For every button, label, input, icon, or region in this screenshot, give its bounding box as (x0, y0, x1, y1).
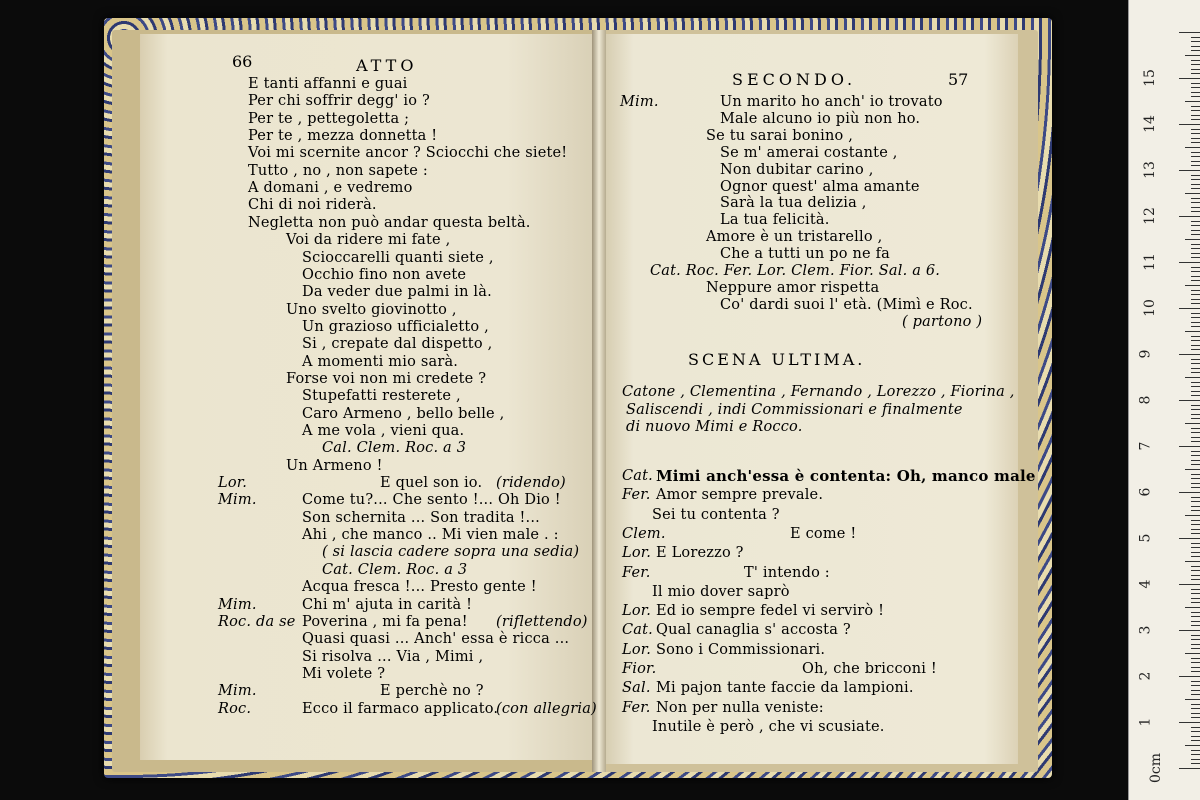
ruler-tick (1191, 575, 1200, 576)
ruler-tick (1191, 418, 1200, 419)
ruler-tick (1179, 216, 1200, 217)
verse-line: Uno svelto giovinotto , (286, 301, 457, 318)
ruler-tick (1179, 768, 1200, 769)
verse-line: Scioccarelli quanti siete , (302, 249, 494, 266)
stage-direction: (con allegria) (496, 700, 597, 717)
ruler-tick (1191, 556, 1200, 557)
speaker-label: Cat. (622, 468, 653, 484)
ruler-tick (1191, 179, 1200, 180)
ruler-tick (1191, 317, 1200, 318)
ruler-tick (1191, 83, 1200, 84)
ruler-tick (1191, 464, 1200, 465)
ruler-tick (1191, 731, 1200, 732)
dialogue-line: Amor sempre prevale. (656, 487, 824, 504)
ruler-tick (1191, 322, 1200, 323)
ruler-tick (1191, 708, 1200, 709)
verse-line: Tutto , no , non sapete : (248, 162, 428, 179)
verse-line: Male alcuno io più non ho. (720, 110, 921, 127)
verse-line: Co' dardi suoi l' età. (Mimì e Roc. (720, 296, 973, 313)
ruler-tick (1185, 239, 1200, 240)
ruler-tick (1191, 69, 1200, 70)
verse-line: Sarà la tua delizia , (720, 195, 867, 212)
ruler-tick (1179, 32, 1200, 33)
verse-line: Chi m' ajuta in carità ! (302, 596, 473, 613)
speaker-label: Lor. (622, 603, 652, 620)
ruler-number: 3 (1137, 625, 1154, 635)
ruler-tick (1191, 165, 1200, 166)
ruler-tick (1191, 41, 1200, 42)
ruler-tick (1191, 115, 1200, 116)
ruler-tick (1191, 625, 1200, 626)
ruler-tick (1191, 290, 1200, 291)
ruler-tick (1191, 593, 1200, 594)
ruler-tick (1191, 694, 1200, 695)
ruler-tick (1185, 469, 1200, 470)
ruler-tick (1191, 188, 1200, 189)
ruler-tick (1191, 460, 1200, 461)
verse-line: Cal. Clem. Roc. a 3 (322, 440, 467, 457)
speaker-label: Lor. (622, 641, 652, 658)
ruler-number: 13 (1141, 161, 1158, 179)
scene-cast-line: di nuovo Mimi e Rocco. (626, 419, 803, 435)
ruler-tick (1191, 662, 1200, 663)
ruler-tick (1191, 73, 1200, 74)
ruler-tick (1191, 759, 1200, 760)
ruler-number: 14 (1141, 115, 1158, 133)
dialogue-line: Il mio dover saprò (652, 583, 790, 600)
ruler-tick (1191, 106, 1200, 107)
ruler-tick (1191, 483, 1200, 484)
dialogue-line: T' intendo : (744, 564, 830, 581)
verse-line: Per chi soffrir degg' io ? (248, 93, 430, 110)
verse-line: Voi mi scernite ancor ? Sciocchi che siete! (248, 145, 568, 162)
verse-line: Cat. Clem. Roc. a 3 (322, 561, 468, 578)
ruler-tick (1191, 294, 1200, 295)
verse-line: Per te , mezza donnetta ! (248, 128, 438, 145)
ruler-tick (1191, 202, 1200, 203)
ruler-tick (1191, 280, 1200, 281)
ruler-tick (1191, 612, 1200, 613)
speaker-label: Mim. (218, 683, 257, 700)
ruler-tick (1191, 658, 1200, 659)
dialogue-line: Qual canaglia s' accosta ? (656, 622, 851, 639)
verse-line: Acqua fresca !... Presto gente ! (302, 579, 537, 596)
ruler-tick (1191, 395, 1200, 396)
speaker-label: Cat. Roc. Fer. Lor. Clem. Fior. Sal. a 6. (650, 263, 941, 279)
ruler-tick (1191, 621, 1200, 622)
verse-line: La tua felicità. (720, 212, 830, 229)
ruler-tick (1191, 267, 1200, 268)
verse-line: Stupefatti resterete , (302, 388, 461, 405)
ruler-tick (1191, 363, 1200, 364)
ruler-tick (1191, 359, 1200, 360)
ruler-tick (1191, 234, 1200, 235)
ruler-tick (1185, 515, 1200, 516)
ruler-tick (1191, 409, 1200, 410)
ruler-tick (1191, 211, 1200, 212)
ruler-tick (1191, 497, 1200, 498)
ruler-tick (1191, 184, 1200, 185)
ruler-number: 8 (1137, 395, 1154, 405)
ruler-tick (1191, 92, 1200, 93)
ruler-number: 4 (1137, 579, 1154, 589)
running-head: ATTO (356, 56, 418, 75)
ruler-tick (1191, 547, 1200, 548)
speaker-label: Mim. (218, 492, 257, 509)
ruler-number: 6 (1137, 487, 1154, 497)
ruler-number: 2 (1137, 671, 1154, 681)
verse-line: Occhio fino non avete (302, 266, 467, 283)
ruler-tick (1191, 671, 1200, 672)
verse-line: A domani , e vedremo (248, 180, 413, 197)
dialogue-line: E come ! (790, 525, 857, 542)
speaker-label: Lor. (218, 475, 248, 492)
ruler-tick (1191, 432, 1200, 433)
ruler-tick (1191, 50, 1200, 51)
verse-line: A me vola , vieni qua. (302, 423, 465, 439)
verse-line: Ahi , che manco .. Mi vien male . : (302, 527, 559, 544)
ruler-tick (1191, 129, 1200, 130)
ruler-tick (1191, 487, 1200, 488)
ruler-tick (1191, 313, 1200, 314)
ruler-tick (1191, 368, 1200, 369)
speaker-label: Fer. (622, 699, 651, 716)
ruler-tick (1191, 520, 1200, 521)
scene-cast-line: Catone , Clementina , Fernando , Lorezzo , Fiorina , (622, 384, 1015, 400)
dialogue-line: Ed io sempre fedel vi servirò ! (656, 603, 885, 620)
speaker-label: Roc. (218, 700, 252, 717)
ruler-tick (1191, 543, 1200, 544)
ruler-tick (1185, 377, 1200, 378)
verse-line: Un marito ho anch' io trovato (720, 94, 943, 110)
dialogue-line: E Lorezzo ? (656, 545, 744, 562)
scene-cast-line: Saliscendi , indi Commissionari e finalmente (626, 401, 963, 418)
verse-line: E quel son io. (380, 475, 483, 492)
ruler-tick (1191, 87, 1200, 88)
ruler-tick (1191, 552, 1200, 553)
ruler-tick (1179, 722, 1200, 723)
dialogue-line: Oh, che bricconi ! (802, 661, 937, 677)
ruler-tick (1191, 161, 1200, 162)
ruler-tick (1179, 538, 1200, 539)
ruler-tick (1191, 382, 1200, 383)
verse-line: Amore è un tristarello , (706, 229, 883, 246)
ruler-tick (1191, 110, 1200, 111)
ruler-tick (1191, 175, 1200, 176)
ruler-tick (1185, 193, 1200, 194)
ruler-tick (1191, 566, 1200, 567)
ruler-tick (1191, 142, 1200, 143)
verse-line: ( si lascia cadere sopra una sedia) (322, 544, 580, 561)
ruler-tick (1191, 451, 1200, 452)
ruler-tick (1191, 763, 1200, 764)
ruler-tick (1191, 336, 1200, 337)
ruler-tick (1179, 400, 1200, 401)
ruler-tick (1191, 441, 1200, 442)
ruler-tick (1191, 133, 1200, 134)
verse-line: Un grazioso ufficialetto , (302, 318, 489, 335)
ruler-tick (1191, 372, 1200, 373)
ruler-tick (1185, 699, 1200, 700)
ruler-tick (1191, 96, 1200, 97)
ruler-tick (1191, 152, 1200, 153)
verse-line: Se tu sarai bonino , (706, 127, 854, 144)
ruler-tick (1191, 414, 1200, 415)
ruler-tick (1179, 630, 1200, 631)
ruler-tick (1191, 248, 1200, 249)
verse-line: Poverina , mi fa pena! (302, 613, 468, 630)
ruler-tick (1191, 244, 1200, 245)
speaker-label: Mim. (620, 94, 659, 110)
speaker-label: Cat. (622, 622, 653, 639)
ruler-tick (1191, 579, 1200, 580)
ruler-tick (1191, 340, 1200, 341)
ruler-tick (1191, 230, 1200, 231)
measurement-ruler (1128, 0, 1200, 800)
ruler-number: 12 (1141, 207, 1158, 225)
ruler-tick (1191, 635, 1200, 636)
verse-line: Se m' amerai costante , (720, 144, 898, 161)
ruler-tick (1179, 354, 1200, 355)
ruler-tick (1191, 437, 1200, 438)
ruler-tick (1179, 308, 1200, 309)
verse-line: Che a tutti un po ne fa (720, 246, 890, 263)
ruler-tick (1191, 598, 1200, 599)
ruler-tick (1191, 207, 1200, 208)
ruler-tick (1185, 607, 1200, 608)
ruler-tick (1191, 303, 1200, 304)
ruler-tick (1185, 101, 1200, 102)
speaker-label: Fior. (622, 661, 657, 677)
ruler-tick (1191, 506, 1200, 507)
ruler-tick (1191, 648, 1200, 649)
ruler-number: 11 (1141, 253, 1158, 271)
speaker-label: Mim. (218, 596, 257, 613)
ruler-tick (1191, 750, 1200, 751)
verse-line: ( partono ) (902, 313, 983, 330)
verse-line: Si risolva ... Via , Mimi , (302, 648, 484, 665)
ruler-tick (1191, 271, 1200, 272)
ruler-number: 15 (1141, 69, 1158, 87)
ruler-tick (1191, 685, 1200, 686)
ruler-tick (1191, 349, 1200, 350)
ruler-tick (1191, 37, 1200, 38)
ruler-tick (1191, 326, 1200, 327)
ruler-number: 7 (1137, 441, 1154, 451)
ruler-tick (1185, 55, 1200, 56)
ruler-tick (1191, 740, 1200, 741)
scene-title: SCENA ULTIMA. (688, 350, 866, 369)
ruler-tick (1191, 616, 1200, 617)
speaker-label: Sal. (622, 680, 651, 697)
ruler-tick (1191, 156, 1200, 157)
ruler-tick (1191, 736, 1200, 737)
verse-line: Negletta non può andar questa beltà. (248, 214, 531, 231)
verse-line: Ognor quest' alma amante (720, 178, 920, 195)
verse-line: Non dubitar carino , (720, 161, 874, 178)
ruler-tick (1179, 170, 1200, 171)
dialogue-line: Mimi anch'essa è contenta: Oh, manco male (656, 467, 1036, 485)
ruler-unit-label: 0cm (1148, 752, 1165, 784)
ruler-tick (1191, 713, 1200, 714)
dialogue-line: Inutile è però , che vi scusiate. (652, 718, 885, 735)
ruler-tick (1185, 745, 1200, 746)
verse-line: Forse voi non mi credete ? (286, 370, 487, 387)
page-number: 57 (948, 70, 969, 89)
page-number: 66 (232, 52, 253, 71)
running-head: SECONDO. (732, 70, 857, 89)
ruler-tick (1185, 561, 1200, 562)
ruler-tick (1191, 276, 1200, 277)
ruler-tick (1191, 257, 1200, 258)
ruler-tick (1191, 474, 1200, 475)
ruler-tick (1191, 524, 1200, 525)
ruler-tick (1185, 285, 1200, 286)
ruler-tick (1191, 754, 1200, 755)
ruler-tick (1179, 78, 1200, 79)
ruler-tick (1191, 299, 1200, 300)
verse-line: Un Armeno ! (286, 457, 383, 474)
ruler-tick (1191, 138, 1200, 139)
ruler-tick (1191, 345, 1200, 346)
ruler-tick (1191, 690, 1200, 691)
ruler-tick (1185, 653, 1200, 654)
verse-line: Voi da ridere mi fate , (286, 232, 451, 249)
dialogue-line: Sono i Commissionari. (656, 641, 826, 658)
book-gutter (592, 30, 606, 772)
dialogue-line: Mi pajon tante faccie da lampioni. (656, 680, 914, 697)
dialogue-line: Sei tu contenta ? (652, 506, 780, 523)
ruler-tick (1179, 492, 1200, 493)
ruler-tick (1179, 676, 1200, 677)
dialogue-line: Non per nulla veniste: (656, 699, 824, 716)
stage-direction: (ridendo) (496, 475, 566, 492)
ruler-tick (1179, 124, 1200, 125)
ruler-number: 9 (1137, 349, 1154, 359)
ruler-tick (1191, 501, 1200, 502)
ruler-tick (1191, 391, 1200, 392)
verse-line: E tanti affanni e guai (248, 76, 408, 92)
ruler-tick (1191, 405, 1200, 406)
speaker-label: Clem. (622, 525, 666, 542)
ruler-tick (1179, 446, 1200, 447)
ruler-tick (1191, 455, 1200, 456)
verse-line: Ecco il farmaco applicato. (302, 700, 499, 717)
ruler-tick (1191, 253, 1200, 254)
verse-line: Si , crepate dal dispetto , (302, 336, 493, 353)
verse-line: Quasi quasi ... Anch' essa è ricca ... (302, 631, 570, 648)
verse-line: A momenti mio sarà. (302, 353, 459, 370)
ruler-tick (1185, 423, 1200, 424)
verse-line: Son schernita ... Son tradita !... (302, 509, 540, 526)
speaker-label: Fer. (622, 487, 651, 504)
ruler-tick (1191, 198, 1200, 199)
ruler-tick (1191, 717, 1200, 718)
ruler-tick (1191, 704, 1200, 705)
ruler-tick (1191, 221, 1200, 222)
ruler-tick (1191, 60, 1200, 61)
ruler-number: 10 (1141, 299, 1158, 317)
ruler-tick (1191, 644, 1200, 645)
stage-direction: (riflettendo) (496, 613, 588, 630)
ruler-tick (1191, 639, 1200, 640)
ruler-tick (1191, 529, 1200, 530)
ruler-tick (1191, 478, 1200, 479)
verse-line: Da veder due palmi in là. (302, 284, 492, 301)
ruler-tick (1191, 727, 1200, 728)
ruler-tick (1191, 225, 1200, 226)
ruler-tick (1191, 602, 1200, 603)
ruler-tick (1191, 570, 1200, 571)
verse-line: Chi di noi riderà. (248, 197, 377, 214)
ruler-tick (1191, 533, 1200, 534)
speaker-label: Lor. (622, 545, 652, 562)
ruler-tick (1191, 46, 1200, 47)
ruler-tick (1179, 262, 1200, 263)
speaker-label: Roc. da se (218, 613, 296, 630)
ruler-number: 1 (1137, 717, 1154, 727)
ruler-tick (1191, 589, 1200, 590)
ruler-tick (1191, 64, 1200, 65)
ruler-tick (1191, 386, 1200, 387)
ruler-tick (1191, 119, 1200, 120)
ruler-tick (1191, 428, 1200, 429)
speaker-label: Fer. (622, 564, 651, 581)
verse-line: Come tu?... Che sento !... Oh Dio ! (302, 492, 561, 509)
ruler-tick (1179, 584, 1200, 585)
ruler-tick (1191, 667, 1200, 668)
ruler-tick (1185, 147, 1200, 148)
ruler-tick (1191, 510, 1200, 511)
verse-line: Neppure amor rispetta (706, 279, 880, 296)
ruler-tick (1191, 681, 1200, 682)
ruler-number: 5 (1137, 533, 1154, 543)
verse-line: E perchè no ? (380, 683, 484, 700)
ruler-tick (1185, 331, 1200, 332)
verse-line: Mi volete ? (302, 665, 386, 682)
verse-line: Caro Armeno , bello belle , (302, 405, 505, 422)
verse-line: Per te , pettegoletta ; (248, 110, 410, 127)
